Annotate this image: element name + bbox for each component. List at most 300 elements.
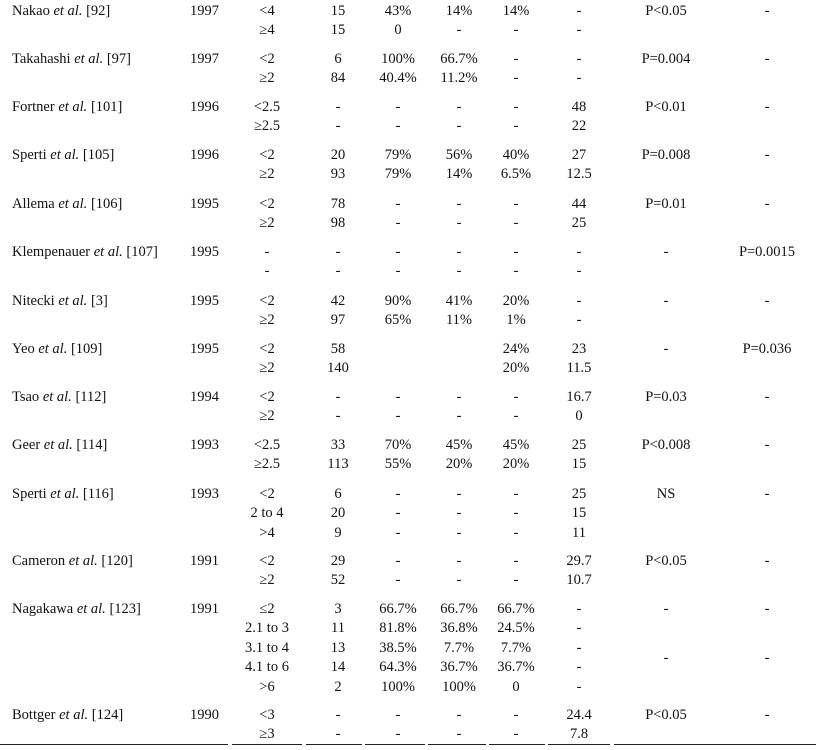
- study-ref: [112]: [71, 389, 107, 405]
- median-survival-cell: [547, 485, 611, 543]
- multivariate-p-cell: [718, 552, 816, 571]
- study-ref: [114]: [72, 437, 108, 453]
- median-survival-cell-line: 25: [571, 437, 587, 453]
- one-year-survival-cell-line: -: [395, 244, 401, 260]
- five-year-survival-cell: [488, 485, 544, 543]
- univariate-p-cell: [612, 2, 720, 21]
- three-year-survival-cell-line: -: [456, 553, 462, 569]
- five-year-survival-cell-line: -: [513, 196, 519, 212]
- one-year-survival-cell-line: 79%: [384, 166, 412, 183]
- tumor-size-cell-line: ≥2: [259, 166, 275, 183]
- median-survival-cell: [547, 600, 611, 697]
- bottom-rule-size: [232, 744, 302, 745]
- median-survival-cell: [547, 243, 611, 282]
- patient-count-cell-line: -: [335, 726, 341, 743]
- three-year-survival-cell: [428, 388, 490, 427]
- median-survival-cell-line: 7.8: [569, 726, 589, 743]
- median-survival-cell-line: -: [576, 678, 582, 695]
- multivariate-p-cell: [718, 195, 816, 214]
- one-year-survival-cell: [368, 195, 428, 234]
- median-survival-cell-line: -: [576, 659, 582, 676]
- multivariate-p-cell: [718, 2, 816, 21]
- one-year-survival-cell-line: -: [395, 215, 401, 232]
- five-year-survival-cell: [488, 600, 544, 697]
- tumor-size-cell-line: ≤2: [259, 601, 275, 617]
- study-ref: [109]: [67, 341, 103, 357]
- median-survival-cell-line: 11.5: [566, 360, 592, 377]
- median-survival-cell-line: -: [576, 244, 582, 260]
- multivariate-p-cell: [718, 292, 816, 311]
- et-al-text: et al.: [43, 437, 73, 453]
- tumor-size-cell-line: 4.1 to 6: [245, 659, 289, 676]
- three-year-survival-cell-line: 11%: [445, 312, 473, 329]
- three-year-survival-cell-line: [428, 340, 490, 359]
- patient-count-cell-line: 58: [330, 341, 346, 357]
- et-al-text: et al.: [74, 51, 104, 67]
- one-year-survival-cell-line: -: [395, 99, 401, 115]
- five-year-survival-cell-line: -: [513, 408, 519, 425]
- patient-count-cell-line: 14: [330, 659, 346, 676]
- multivariate-p-cell-line: -: [764, 486, 770, 502]
- multivariate-p-cell: [718, 388, 816, 407]
- tumor-size-cell: [228, 146, 306, 185]
- et-al-text: et al.: [58, 196, 88, 212]
- three-year-survival-cell-line: 45%: [445, 437, 473, 453]
- five-year-survival-cell: [488, 243, 544, 282]
- tumor-size-cell-line: >6: [259, 678, 275, 695]
- tumor-size-cell: [228, 98, 306, 137]
- study-author: Sperti: [12, 486, 51, 502]
- year-cell: 1997: [190, 51, 219, 67]
- multivariate-p-cell: [718, 436, 816, 455]
- patient-count-cell: [309, 600, 367, 697]
- study-cell: [12, 552, 133, 571]
- patient-count-cell-line: 9: [334, 524, 342, 541]
- patient-count-cell: [309, 243, 367, 282]
- bottom-rule-y5: [489, 744, 545, 745]
- patient-count-cell: [309, 388, 367, 427]
- median-survival-cell: [547, 552, 611, 591]
- three-year-survival-cell-line: -: [456, 263, 462, 280]
- study-author: Geer: [12, 437, 44, 453]
- one-year-survival-cell-line: [368, 359, 428, 378]
- five-year-survival-cell: [488, 146, 544, 185]
- univariate-p-cell-line: P=0.01: [645, 196, 687, 212]
- tumor-size-cell-line: <2.5: [253, 99, 281, 115]
- three-year-survival-cell-line: -: [456, 244, 462, 260]
- multivariate-p-cell: [718, 340, 816, 359]
- one-year-survival-cell-line: -: [395, 408, 401, 425]
- three-year-survival-cell-line: 41%: [445, 293, 473, 309]
- study-ref: [116]: [79, 486, 114, 502]
- five-year-survival-cell-line: -: [513, 99, 519, 115]
- study-cell: [12, 600, 141, 619]
- five-year-survival-cell-line: -: [513, 524, 519, 541]
- tumor-size-cell: [228, 485, 306, 543]
- patient-count-cell: [309, 552, 367, 591]
- one-year-survival-cell: [368, 2, 428, 41]
- bottom-rule-y3: [428, 744, 486, 745]
- patient-count-cell-line: 29: [330, 553, 346, 569]
- three-year-survival-cell: [428, 98, 490, 137]
- patient-count-cell-line: 20: [330, 147, 346, 163]
- multivariate-p-cell: [718, 98, 816, 117]
- five-year-survival-cell-line: -: [513, 22, 519, 39]
- univariate-p-cell: [612, 436, 720, 455]
- univariate-p-cell: [612, 146, 720, 165]
- study-ref: [101]: [87, 99, 123, 115]
- multivariate-p-cell: [718, 485, 816, 504]
- three-year-survival-cell-line: 14%: [445, 3, 473, 19]
- one-year-survival-cell-line: -: [395, 389, 401, 405]
- univariate-p-cell-line: -: [663, 601, 669, 617]
- study-author: Yeo: [12, 341, 39, 357]
- three-year-survival-cell-line: -: [456, 486, 462, 502]
- study-ref: [123]: [105, 601, 141, 617]
- five-year-survival-cell-line: -: [513, 70, 519, 87]
- et-al-text: et al.: [58, 99, 88, 115]
- three-year-survival-cell-line: 56%: [445, 147, 473, 163]
- multivariate-p-cell-line: -: [764, 389, 770, 405]
- tumor-size-cell-line: -: [264, 244, 270, 260]
- three-year-survival-cell: [428, 600, 490, 697]
- study-ref: [124]: [88, 707, 124, 723]
- patient-count-cell-line: 6: [334, 51, 342, 67]
- median-survival-cell-line: 27: [571, 147, 587, 163]
- median-survival-cell-line: 15: [571, 456, 587, 473]
- univariate-p-cell: [612, 243, 720, 262]
- median-survival-cell: [547, 98, 611, 137]
- one-year-survival-cell-line: 0: [394, 22, 402, 39]
- univariate-p-cell: [612, 98, 720, 117]
- five-year-survival-cell-line: -: [513, 51, 519, 67]
- multivariate-p-cell-line: P=0.036: [742, 341, 792, 357]
- study-author: Allema: [12, 196, 59, 212]
- study-cell: [12, 436, 107, 455]
- three-year-survival-cell: [428, 340, 490, 379]
- study-ref: [97]: [103, 51, 131, 67]
- median-survival-cell-line: -: [576, 312, 582, 329]
- one-year-survival-cell-line: 66.7%: [379, 601, 417, 617]
- study-cell: [12, 706, 123, 725]
- tumor-size-cell: [228, 552, 306, 591]
- tumor-size-cell-line: ≥2: [259, 572, 275, 589]
- multivariate-p-cell: [718, 50, 816, 69]
- tumor-size-cell-line: -: [264, 263, 270, 280]
- five-year-survival-cell-line: 0: [512, 678, 520, 695]
- one-year-survival-cell-line: [368, 340, 428, 359]
- one-year-survival-cell-line: -: [395, 707, 401, 723]
- five-year-survival-cell-line: 14%: [502, 3, 530, 19]
- tumor-size-cell-line: ≥2: [259, 408, 275, 425]
- patient-count-cell: [309, 2, 367, 41]
- patient-count-cell-line: -: [335, 389, 341, 405]
- one-year-survival-cell: [368, 292, 428, 331]
- patient-count-cell-line: -: [335, 244, 341, 260]
- five-year-survival-cell-line: 7.7%: [500, 639, 532, 656]
- five-year-survival-cell-line: 24.5%: [497, 620, 535, 637]
- three-year-survival-cell-line: 100%: [442, 678, 476, 695]
- three-year-survival-cell-line: -: [456, 408, 462, 425]
- patient-count-cell: [309, 485, 367, 543]
- patient-count-cell-line: 113: [327, 456, 349, 473]
- five-year-survival-cell: [488, 98, 544, 137]
- one-year-survival-cell-line: 43%: [384, 3, 412, 19]
- multivariate-p-cell-line: P=0.0015: [738, 244, 796, 260]
- patient-count-cell-line: 78: [330, 196, 346, 212]
- median-survival-cell: [547, 292, 611, 331]
- study-author: Klempenauer: [12, 244, 94, 260]
- study-cell: [12, 2, 110, 21]
- univariate-p-cell-line: P=0.03: [645, 389, 687, 405]
- patient-count-cell-line: 13: [330, 639, 346, 656]
- patient-count-cell-line: 140: [327, 360, 349, 377]
- multivariate-p-cell: [718, 146, 816, 165]
- tumor-size-cell-line: <2: [259, 51, 275, 67]
- study-author: Sperti: [12, 147, 51, 163]
- three-year-survival-cell-line: -: [456, 524, 462, 541]
- three-year-survival-cell-line: -: [456, 22, 462, 39]
- one-year-survival-cell-line: 40.4%: [379, 70, 417, 87]
- year-cell: 1991: [190, 601, 219, 617]
- year-cell: 1995: [190, 293, 219, 309]
- five-year-survival-cell: [488, 706, 544, 745]
- patient-count-cell: [309, 195, 367, 234]
- year-cell: 1995: [190, 196, 219, 212]
- one-year-survival-cell-line: -: [395, 726, 401, 743]
- one-year-survival-cell: [368, 243, 428, 282]
- tumor-size-cell: [228, 243, 306, 282]
- three-year-survival-cell: [428, 706, 490, 745]
- year-cell: 1993: [190, 437, 219, 453]
- tumor-size-cell: [228, 436, 306, 475]
- year-cell: 1995: [190, 244, 219, 260]
- tumor-size-cell-line: <4: [259, 3, 275, 19]
- tumor-size-cell: [228, 292, 306, 331]
- study-ref: [92]: [82, 3, 111, 19]
- tumor-size-cell: [228, 388, 306, 427]
- tumor-size-cell-line: <2: [259, 389, 275, 405]
- one-year-survival-cell-line: 38.5%: [379, 639, 417, 656]
- bottom-rule-median: [548, 744, 610, 745]
- median-survival-cell: [547, 50, 611, 89]
- five-year-survival-cell-line: 6.5%: [500, 166, 532, 183]
- three-year-survival-cell: [428, 552, 490, 591]
- univariate-p-cell-line: P=0.004: [641, 51, 691, 67]
- multivariate-p-cell-line: -: [764, 707, 770, 723]
- patient-count-cell-line: 6: [334, 486, 342, 502]
- bottom-rule-n: [306, 744, 362, 745]
- one-year-survival-cell-line: 81.8%: [379, 620, 417, 637]
- five-year-survival-cell-line: 45%: [502, 437, 530, 453]
- patient-count-cell: [309, 436, 367, 475]
- tumor-size-cell-line: ≥4: [259, 22, 275, 39]
- three-year-survival-cell: [428, 50, 490, 89]
- study-ref: [120]: [97, 553, 133, 569]
- study-author: Takahashi: [12, 51, 75, 67]
- median-survival-cell-line: -: [576, 620, 582, 637]
- five-year-survival-cell-line: -: [513, 263, 519, 280]
- five-year-survival-cell-line: 20%: [502, 293, 530, 309]
- bottom-rule-uni-multi: [614, 744, 816, 745]
- median-survival-cell-line: 29.7: [566, 553, 592, 569]
- univariate-p-cell: [612, 388, 720, 407]
- median-survival-cell-line: 24.4: [566, 707, 592, 723]
- study-cell: [12, 388, 106, 407]
- tumor-size-cell-line: ≥3: [259, 726, 275, 743]
- study-cell: [12, 292, 108, 311]
- median-survival-cell: [547, 195, 611, 234]
- five-year-survival-cell-line: -: [513, 553, 519, 569]
- median-survival-cell-line: 25: [571, 486, 587, 502]
- multivariate-p-cell-line: -: [764, 649, 770, 666]
- tumor-size-cell: [228, 600, 306, 697]
- tumor-size-cell-line: ≥2.5: [253, 118, 281, 135]
- one-year-survival-cell-line: -: [395, 572, 401, 589]
- five-year-survival-cell-line: 1%: [506, 312, 526, 329]
- et-al-text: et al.: [53, 3, 83, 19]
- study-cell: [12, 485, 114, 504]
- five-year-survival-cell-line: 20%: [502, 456, 530, 473]
- tumor-size-cell-line: <2: [259, 196, 275, 212]
- patient-count-cell: [309, 292, 367, 331]
- five-year-survival-cell-line: 36.7%: [497, 659, 535, 676]
- et-al-text: et al.: [58, 293, 88, 309]
- study-author: Cameron: [12, 553, 69, 569]
- tumor-size-cell-line: ≥2.5: [253, 456, 281, 473]
- study-cell: [12, 98, 122, 117]
- multivariate-p-cell: [718, 243, 816, 262]
- univariate-p-cell-line: -: [663, 293, 669, 309]
- et-al-text: et al.: [59, 707, 89, 723]
- five-year-survival-cell: [488, 340, 544, 379]
- tumor-size-cell-line: ≥2: [259, 70, 275, 87]
- three-year-survival-cell-line: 66.7%: [440, 601, 478, 617]
- et-al-text: et al.: [50, 147, 80, 163]
- one-year-survival-cell: [368, 600, 428, 697]
- study-ref: [3]: [87, 293, 108, 309]
- univariate-p-cell: [612, 485, 720, 504]
- tumor-size-cell-line: 2.1 to 3: [245, 620, 289, 637]
- median-survival-cell: [547, 388, 611, 427]
- median-survival-cell-line: 23: [571, 341, 587, 357]
- patient-count-cell-line: 93: [330, 166, 346, 183]
- patient-count-cell: [309, 50, 367, 89]
- patient-count-cell-line: 2: [334, 678, 342, 695]
- bottom-rule-study: [0, 744, 228, 745]
- one-year-survival-cell-line: 65%: [384, 312, 412, 329]
- univariate-p-cell-line: -: [663, 649, 669, 666]
- patient-count-cell-line: -: [335, 118, 341, 135]
- univariate-p-cell-line: P<0.05: [645, 3, 687, 19]
- univariate-p-cell: [612, 706, 720, 725]
- univariate-p-cell-line: -: [663, 244, 669, 260]
- one-year-survival-cell: [368, 146, 428, 185]
- one-year-survival-cell: [368, 388, 428, 427]
- three-year-survival-cell: [428, 243, 490, 282]
- tumor-size-cell-line: ≥2: [259, 360, 275, 377]
- patient-count-cell-line: 3: [334, 601, 342, 617]
- et-al-text: et al.: [76, 601, 106, 617]
- tumor-size-cell-line: ≥2: [259, 215, 275, 232]
- median-survival-cell-line: -: [576, 70, 582, 87]
- five-year-survival-cell-line: 20%: [502, 360, 530, 377]
- median-survival-cell-line: -: [576, 639, 582, 656]
- study-author: Nagakawa: [12, 601, 77, 617]
- three-year-survival-cell-line: [428, 359, 490, 378]
- tumor-size-cell-line: 2 to 4: [250, 505, 284, 522]
- univariate-p-cell: [612, 340, 720, 359]
- three-year-survival-cell-line: -: [456, 99, 462, 115]
- median-survival-cell-line: 11: [572, 524, 586, 541]
- year-cell: 1996: [190, 99, 219, 115]
- one-year-survival-cell-line: -: [395, 118, 401, 135]
- three-year-survival-cell-line: -: [456, 215, 462, 232]
- five-year-survival-cell-line: -: [513, 572, 519, 589]
- patient-count-cell-line: -: [335, 408, 341, 425]
- year-cell: 1997: [190, 3, 219, 19]
- year-cell: 1995: [190, 341, 219, 357]
- five-year-survival-cell: [488, 552, 544, 591]
- tumor-size-cell-line: <2: [259, 486, 275, 502]
- multivariate-p-cell-line: -: [764, 293, 770, 309]
- five-year-survival-cell-line: -: [513, 244, 519, 260]
- median-survival-cell-line: 12.5: [566, 166, 592, 183]
- median-survival-cell-line: -: [576, 293, 582, 309]
- tumor-size-cell-line: <3: [259, 707, 275, 723]
- three-year-survival-cell: [428, 2, 490, 41]
- patient-count-cell-line: -: [335, 707, 341, 723]
- one-year-survival-cell-line: 79%: [384, 147, 412, 163]
- patient-count-cell-line: 15: [330, 22, 346, 39]
- univariate-p-cell-line: P<0.01: [645, 99, 687, 115]
- et-al-text: et al.: [93, 244, 123, 260]
- five-year-survival-cell-line: -: [513, 486, 519, 502]
- study-cell: [12, 243, 158, 262]
- study-author: Fortner: [12, 99, 59, 115]
- study-author: Bottger: [12, 707, 60, 723]
- univariate-p-cell: [612, 50, 720, 69]
- study-author: Nitecki: [12, 293, 59, 309]
- study-cell: [12, 340, 102, 359]
- one-year-survival-cell-line: -: [395, 553, 401, 569]
- tumor-size-cell: [228, 2, 306, 41]
- one-year-survival-cell: [368, 485, 428, 543]
- study-cell: [12, 146, 114, 165]
- multivariate-p-cell-line: -: [764, 601, 770, 617]
- three-year-survival-cell-line: -: [456, 505, 462, 522]
- patient-count-cell-line: 20: [330, 505, 346, 522]
- tumor-size-cell: [228, 195, 306, 234]
- year-cell: 1990: [190, 707, 219, 723]
- one-year-survival-cell-line: -: [395, 505, 401, 522]
- median-survival-cell-line: 25: [571, 215, 587, 232]
- univariate-p-cell-line: P<0.008: [641, 437, 691, 453]
- one-year-survival-cell-line: -: [395, 263, 401, 280]
- patient-count-cell: [309, 98, 367, 137]
- year-cell: 1993: [190, 486, 219, 502]
- median-survival-cell-line: -: [576, 51, 582, 67]
- multivariate-p-cell-line: -: [764, 437, 770, 453]
- three-year-survival-cell-line: 11.2%: [440, 70, 478, 87]
- et-al-text: et al.: [38, 341, 68, 357]
- univariate-p-cell-line: -: [663, 341, 669, 357]
- multivariate-p-cell-line: -: [764, 196, 770, 212]
- three-year-survival-cell: [428, 195, 490, 234]
- five-year-survival-cell-line: 24%: [502, 341, 530, 357]
- multivariate-p-cell-line: -: [764, 147, 770, 163]
- five-year-survival-cell: [488, 2, 544, 41]
